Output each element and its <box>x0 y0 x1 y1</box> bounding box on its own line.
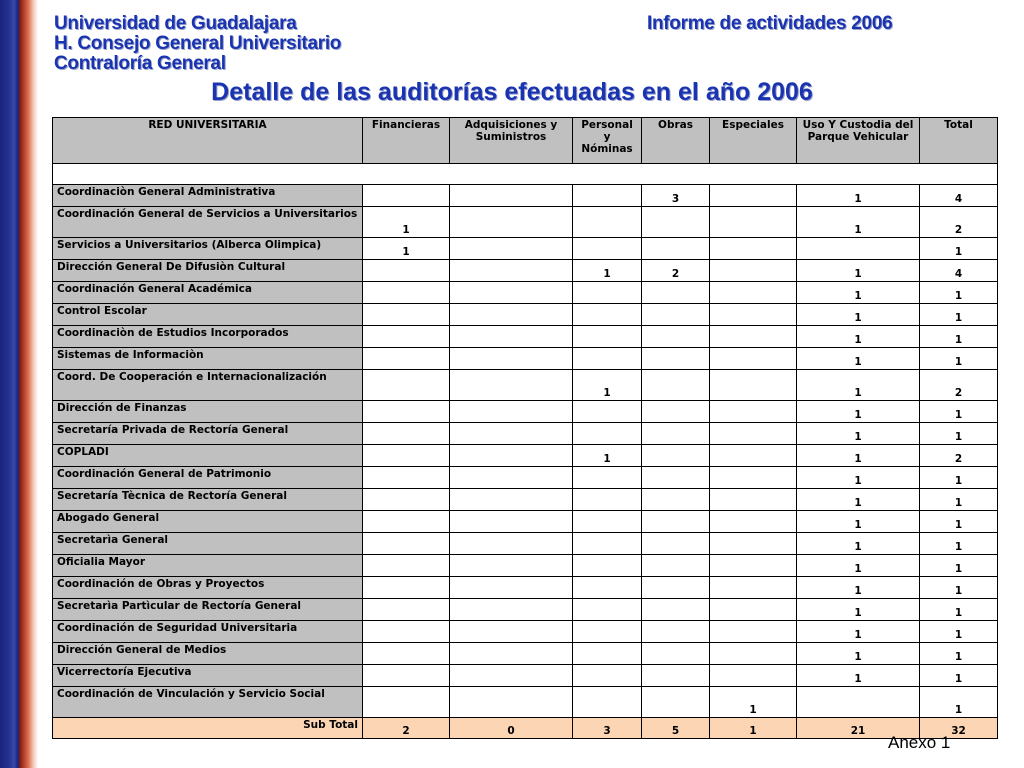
value-cell <box>363 665 450 687</box>
table-row <box>53 643 998 665</box>
value-cell: 1 <box>797 260 920 282</box>
value-cell <box>642 621 710 643</box>
value-cell: 3 <box>642 185 710 207</box>
value-cell <box>450 533 573 555</box>
table-row <box>53 185 998 207</box>
value-cell: 2 <box>920 207 998 238</box>
row-name-cell: Coordinación de Vinculación y Servicio Social <box>53 687 363 718</box>
row-name-cell: Coordinaciòn General Administrativa <box>53 185 363 207</box>
value-cell: 1 <box>920 282 998 304</box>
table-row <box>53 533 998 555</box>
value-cell <box>573 687 642 718</box>
value-cell <box>710 467 797 489</box>
value-cell <box>642 555 710 577</box>
row-name-cell: Coordinaciòn de Estudios Incorporados <box>53 326 363 348</box>
table-row <box>53 555 998 577</box>
row-name-cell: Vicerrectoría Ejecutiva <box>53 665 363 687</box>
value-cell <box>363 445 450 467</box>
value-cell <box>363 621 450 643</box>
decorative-left-bar <box>0 0 38 768</box>
value-cell: 1 <box>797 185 920 207</box>
value-cell: 1 <box>797 445 920 467</box>
value-cell <box>450 643 573 665</box>
table-row <box>53 621 998 643</box>
row-name-cell: Secretarìa Partìcular de Rectoría General <box>53 599 363 621</box>
value-cell: 1 <box>797 665 920 687</box>
value-cell <box>450 207 573 238</box>
value-cell: 1 <box>797 326 920 348</box>
value-cell <box>450 370 573 401</box>
audits-table <box>52 117 998 739</box>
spacer-cell <box>53 164 998 185</box>
header-council: H. Consejo General Universitario <box>54 33 342 54</box>
value-cell <box>450 401 573 423</box>
value-cell: 1 <box>797 207 920 238</box>
value-cell <box>450 577 573 599</box>
subtotal-personal: 3 <box>573 718 642 739</box>
value-cell <box>710 304 797 326</box>
table-row <box>53 511 998 533</box>
row-name-cell: Coordinación General de Patrimonio <box>53 467 363 489</box>
value-cell <box>642 304 710 326</box>
subtotal-row <box>53 718 998 739</box>
value-cell <box>710 260 797 282</box>
value-cell: 1 <box>797 370 920 401</box>
subtotal-especiales: 1 <box>710 718 797 739</box>
value-cell <box>573 401 642 423</box>
value-cell: 1 <box>573 260 642 282</box>
table-row <box>53 687 998 718</box>
value-cell <box>363 423 450 445</box>
value-cell <box>710 511 797 533</box>
value-cell <box>642 511 710 533</box>
value-cell <box>573 467 642 489</box>
value-cell: 2 <box>920 445 998 467</box>
value-cell <box>363 348 450 370</box>
value-cell <box>573 207 642 238</box>
value-cell <box>573 599 642 621</box>
table-row <box>53 326 998 348</box>
value-cell <box>797 238 920 260</box>
table-row <box>53 282 998 304</box>
row-name-cell: Coordinación de Obras y Proyectos <box>53 577 363 599</box>
value-cell <box>450 423 573 445</box>
subtotal-obras: 5 <box>642 718 710 739</box>
value-cell <box>642 599 710 621</box>
value-cell: 1 <box>797 489 920 511</box>
value-cell: 1 <box>797 643 920 665</box>
value-cell <box>450 665 573 687</box>
value-cell <box>450 238 573 260</box>
header-comptroller: Contraloría General <box>54 53 226 74</box>
value-cell: 1 <box>363 207 450 238</box>
row-name-cell: Coordinación de Seguridad Universitaria <box>53 621 363 643</box>
value-cell: 2 <box>642 260 710 282</box>
column-header: Especiales <box>710 118 797 164</box>
table-header-row <box>53 118 998 164</box>
value-cell <box>710 599 797 621</box>
table-row <box>53 304 998 326</box>
column-header: Total <box>920 118 998 164</box>
value-cell <box>363 643 450 665</box>
value-cell <box>363 282 450 304</box>
subtotal-adquisiciones: 0 <box>450 718 573 739</box>
value-cell <box>363 370 450 401</box>
table-row <box>53 599 998 621</box>
column-header: Uso Y Custodia del Parque Vehicular <box>797 118 920 164</box>
value-cell <box>450 304 573 326</box>
value-cell <box>642 533 710 555</box>
column-header: Personal y Nóminas <box>573 118 642 164</box>
value-cell: 1 <box>920 555 998 577</box>
value-cell <box>363 599 450 621</box>
table-row <box>53 665 998 687</box>
value-cell <box>450 185 573 207</box>
value-cell: 1 <box>920 577 998 599</box>
value-cell: 1 <box>573 445 642 467</box>
row-name-cell: Secretaría Privada de Rectoría General <box>53 423 363 445</box>
value-cell: 1 <box>920 687 998 718</box>
value-cell <box>642 326 710 348</box>
value-cell <box>573 238 642 260</box>
column-header: RED UNIVERSITARIA <box>53 118 363 164</box>
value-cell <box>363 326 450 348</box>
value-cell <box>573 511 642 533</box>
value-cell <box>642 401 710 423</box>
value-cell: 4 <box>920 260 998 282</box>
value-cell: 1 <box>920 238 998 260</box>
value-cell <box>710 423 797 445</box>
value-cell <box>710 533 797 555</box>
value-cell <box>710 370 797 401</box>
column-header: Financieras <box>363 118 450 164</box>
header-university: Universidad de Guadalajara <box>54 13 297 34</box>
value-cell <box>710 238 797 260</box>
value-cell <box>797 687 920 718</box>
footer-annex-label: Anexo 1 <box>888 733 951 752</box>
value-cell: 1 <box>797 533 920 555</box>
value-cell <box>573 326 642 348</box>
table-row <box>53 348 998 370</box>
value-cell: 1 <box>920 643 998 665</box>
value-cell <box>450 348 573 370</box>
value-cell <box>642 207 710 238</box>
row-name-cell: Coordinación General Académica <box>53 282 363 304</box>
row-name-cell: Sistemas de Informaciòn <box>53 348 363 370</box>
value-cell <box>710 326 797 348</box>
value-cell: 1 <box>920 348 998 370</box>
value-cell <box>450 555 573 577</box>
value-cell <box>363 467 450 489</box>
value-cell <box>642 577 710 599</box>
value-cell: 1 <box>920 423 998 445</box>
row-name-cell: Servicios a Universitarios (Alberca Olimpica) <box>53 238 363 260</box>
value-cell <box>573 621 642 643</box>
value-cell: 1 <box>920 511 998 533</box>
value-cell <box>363 185 450 207</box>
table-row <box>53 445 998 467</box>
value-cell <box>450 445 573 467</box>
page-title: Detalle de las auditorías efectuadas en el año 2006 <box>211 78 813 106</box>
value-cell <box>363 555 450 577</box>
spacer-row <box>53 164 998 185</box>
value-cell: 1 <box>920 621 998 643</box>
value-cell <box>363 687 450 718</box>
value-cell <box>450 489 573 511</box>
value-cell: 1 <box>797 555 920 577</box>
header-report-title: Informe de actividades 2006 <box>647 13 893 34</box>
value-cell: 2 <box>920 370 998 401</box>
value-cell <box>710 489 797 511</box>
value-cell <box>573 282 642 304</box>
value-cell <box>642 643 710 665</box>
value-cell <box>573 643 642 665</box>
subtotal-financieras: 2 <box>363 718 450 739</box>
value-cell: 1 <box>920 533 998 555</box>
table-row <box>53 238 998 260</box>
value-cell: 1 <box>573 370 642 401</box>
row-name-cell: Dirección General de Medios <box>53 643 363 665</box>
value-cell <box>710 282 797 304</box>
value-cell: 1 <box>797 282 920 304</box>
table-row <box>53 423 998 445</box>
row-name-cell: Secretarìa General <box>53 533 363 555</box>
value-cell: 1 <box>920 326 998 348</box>
table-row <box>53 577 998 599</box>
value-cell: 1 <box>920 304 998 326</box>
value-cell <box>642 370 710 401</box>
value-cell <box>363 577 450 599</box>
row-name-cell: Abogado General <box>53 511 363 533</box>
value-cell: 1 <box>363 238 450 260</box>
value-cell: 1 <box>797 348 920 370</box>
value-cell <box>363 489 450 511</box>
value-cell <box>573 304 642 326</box>
value-cell <box>450 511 573 533</box>
table-row <box>53 401 998 423</box>
value-cell <box>573 665 642 687</box>
value-cell <box>710 621 797 643</box>
value-cell <box>573 185 642 207</box>
value-cell: 1 <box>797 467 920 489</box>
value-cell <box>642 423 710 445</box>
value-cell: 1 <box>797 621 920 643</box>
value-cell <box>642 489 710 511</box>
value-cell: 1 <box>797 511 920 533</box>
row-name-cell: Dirección de Finanzas <box>53 401 363 423</box>
table-row <box>53 489 998 511</box>
value-cell <box>450 599 573 621</box>
value-cell <box>450 260 573 282</box>
table-row <box>53 260 998 282</box>
value-cell: 1 <box>797 304 920 326</box>
value-cell <box>573 555 642 577</box>
column-header: Adquisiciones y Suministros <box>450 118 573 164</box>
value-cell <box>710 445 797 467</box>
value-cell <box>450 467 573 489</box>
value-cell <box>710 401 797 423</box>
value-cell: 1 <box>797 423 920 445</box>
value-cell <box>363 533 450 555</box>
value-cell: 1 <box>797 599 920 621</box>
value-cell <box>450 326 573 348</box>
value-cell <box>573 533 642 555</box>
value-cell <box>363 304 450 326</box>
value-cell <box>450 282 573 304</box>
value-cell <box>710 577 797 599</box>
row-name-cell: Dirección General De Difusiòn Cultural <box>53 260 363 282</box>
value-cell: 1 <box>710 687 797 718</box>
row-name-cell: Control Escolar <box>53 304 363 326</box>
row-name-cell: Oficialia Mayor <box>53 555 363 577</box>
value-cell <box>450 621 573 643</box>
value-cell <box>710 348 797 370</box>
value-cell <box>573 489 642 511</box>
value-cell <box>642 348 710 370</box>
value-cell <box>710 555 797 577</box>
column-header: Obras <box>642 118 710 164</box>
value-cell <box>710 207 797 238</box>
value-cell <box>642 687 710 718</box>
value-cell <box>363 260 450 282</box>
value-cell <box>710 185 797 207</box>
row-name-cell: COPLADI <box>53 445 363 467</box>
subtotal-total: 32 <box>920 718 998 739</box>
value-cell <box>573 577 642 599</box>
value-cell <box>363 401 450 423</box>
value-cell: 1 <box>920 467 998 489</box>
row-name-cell: Secretaría Tècnica de Rectoría General <box>53 489 363 511</box>
value-cell <box>642 445 710 467</box>
value-cell <box>363 511 450 533</box>
value-cell: 1 <box>797 577 920 599</box>
value-cell <box>642 467 710 489</box>
value-cell: 4 <box>920 185 998 207</box>
value-cell: 1 <box>797 401 920 423</box>
table-row <box>53 207 998 238</box>
value-cell <box>710 643 797 665</box>
subtotal-label: Sub Total <box>53 718 363 739</box>
value-cell <box>450 687 573 718</box>
row-name-cell: Coord. De Cooperación e Internacionalización <box>53 370 363 401</box>
subtotal-vehicular: 21 <box>797 718 920 739</box>
row-name-cell: Coordinación General de Servicios a Universitarios <box>53 207 363 238</box>
value-cell: 1 <box>920 599 998 621</box>
value-cell <box>710 665 797 687</box>
value-cell <box>642 282 710 304</box>
value-cell <box>642 665 710 687</box>
value-cell <box>642 238 710 260</box>
table-row <box>53 467 998 489</box>
value-cell <box>573 348 642 370</box>
value-cell <box>573 423 642 445</box>
table-row <box>53 370 998 401</box>
value-cell: 1 <box>920 665 998 687</box>
value-cell: 1 <box>920 401 998 423</box>
value-cell: 1 <box>920 489 998 511</box>
